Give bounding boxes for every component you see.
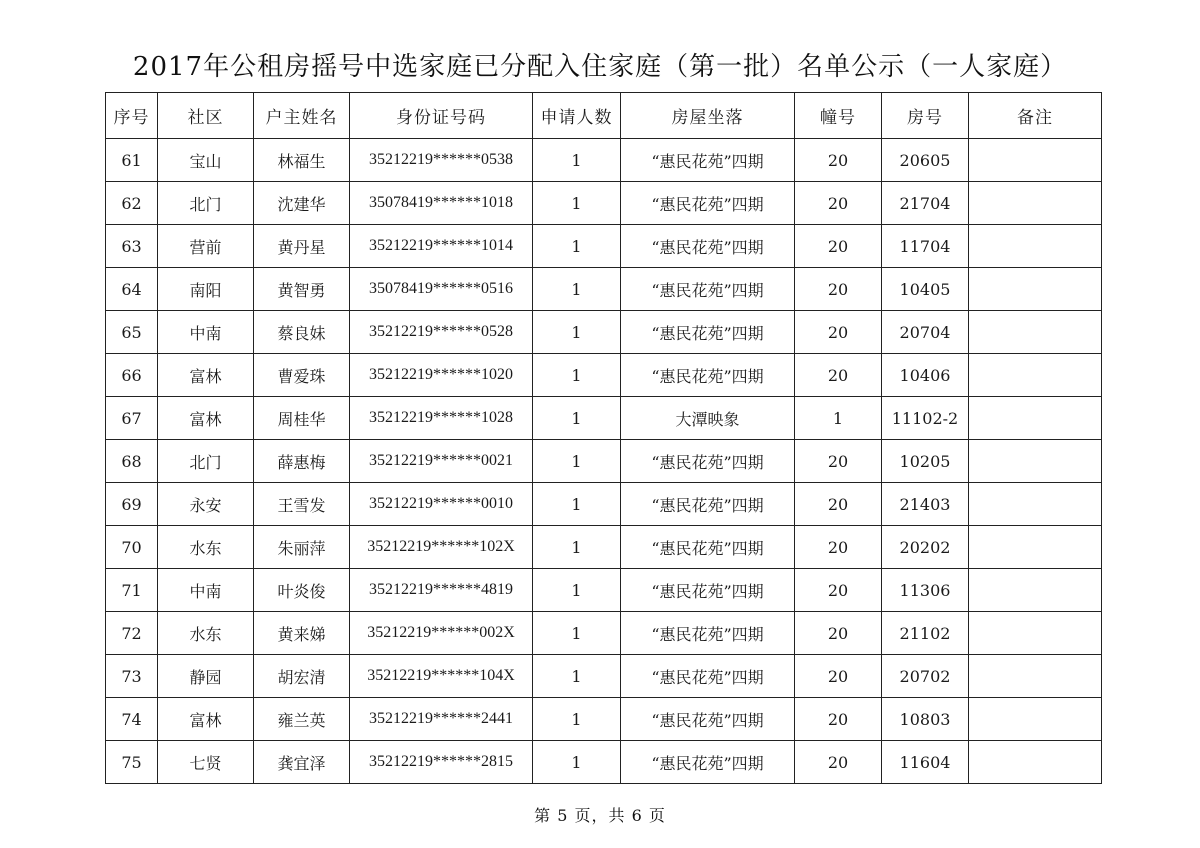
cell-building: 20 [795,612,882,655]
household-table [105,92,1102,784]
table-row [106,139,1102,182]
cell-id-number: 35212219******1020 [350,354,533,397]
cell-seq: 68 [106,440,158,483]
cell-householder: 周桂华 [254,397,350,440]
cell-householder: 黄丹星 [254,225,350,268]
cell-householder: 龚宜泽 [254,741,350,784]
cell-applicants: 1 [533,483,621,526]
cell-community: 富林 [158,397,254,440]
cell-seq: 71 [106,569,158,612]
cell-location: 大潭映象 [621,397,795,440]
cell-householder: 薛惠梅 [254,440,350,483]
cell-community: 南阳 [158,268,254,311]
cell-householder: 黄来娣 [254,612,350,655]
table-row [106,440,1102,483]
cell-building: 20 [795,311,882,354]
cell-community: 七贤 [158,741,254,784]
cell-building: 20 [795,569,882,612]
cell-householder: 曹爱珠 [254,354,350,397]
header-room: 房号 [882,93,969,139]
cell-community: 宝山 [158,139,254,182]
table-row [106,182,1102,225]
cell-room: 21102 [882,612,969,655]
cell-householder: 黄智勇 [254,268,350,311]
page-footer: 第 5 页，共 6 页 [534,806,666,825]
cell-seq: 66 [106,354,158,397]
table-row [106,612,1102,655]
cell-applicants: 1 [533,612,621,655]
cell-id-number: 35212219******0538 [350,139,533,182]
cell-remark [969,741,1102,784]
cell-applicants: 1 [533,311,621,354]
cell-id-number: 35212219******4819 [350,569,533,612]
cell-id-number: 35212219******104X [350,655,533,698]
cell-building: 20 [795,139,882,182]
cell-householder: 沈建华 [254,182,350,225]
cell-applicants: 1 [533,569,621,612]
cell-community: 水东 [158,526,254,569]
cell-room: 20202 [882,526,969,569]
table-row [106,311,1102,354]
cell-community: 富林 [158,698,254,741]
cell-applicants: 1 [533,440,621,483]
cell-building: 20 [795,225,882,268]
cell-applicants: 1 [533,741,621,784]
cell-id-number: 35078419******1018 [350,182,533,225]
cell-remark [969,139,1102,182]
cell-building: 20 [795,526,882,569]
cell-room: 10803 [882,698,969,741]
cell-remark [969,311,1102,354]
cell-community: 永安 [158,483,254,526]
cell-building: 20 [795,440,882,483]
cell-community: 北门 [158,440,254,483]
cell-applicants: 1 [533,397,621,440]
table-row [106,483,1102,526]
header-remark: 备注 [969,93,1102,139]
cell-remark [969,612,1102,655]
cell-room: 20704 [882,311,969,354]
cell-applicants: 1 [533,526,621,569]
cell-remark [969,569,1102,612]
cell-room: 11604 [882,741,969,784]
cell-applicants: 1 [533,354,621,397]
page-title: 2017年公租房摇号中选家庭已分配入住家庭（第一批）名单公示（一人家庭） [132,52,1068,82]
cell-building: 20 [795,741,882,784]
cell-remark [969,440,1102,483]
cell-building: 20 [795,698,882,741]
cell-id-number: 35212219******1028 [350,397,533,440]
table-body [106,139,1102,784]
cell-applicants: 1 [533,655,621,698]
cell-seq: 74 [106,698,158,741]
cell-id-number: 35212219******002X [350,612,533,655]
cell-applicants: 1 [533,698,621,741]
cell-room: 20605 [882,139,969,182]
cell-room: 11704 [882,225,969,268]
table-row [106,741,1102,784]
cell-seq: 67 [106,397,158,440]
cell-seq: 69 [106,483,158,526]
cell-applicants: 1 [533,182,621,225]
table-row [106,698,1102,741]
table-row [106,655,1102,698]
cell-location: “惠民花苑”四期 [621,483,795,526]
cell-location: “惠民花苑”四期 [621,569,795,612]
cell-community: 中南 [158,311,254,354]
cell-community: 营前 [158,225,254,268]
cell-id-number: 35212219******0010 [350,483,533,526]
table-row [106,526,1102,569]
cell-remark [969,397,1102,440]
header-householder: 户主姓名 [254,93,350,139]
header-applicants: 申请人数 [533,93,621,139]
cell-applicants: 1 [533,268,621,311]
cell-householder: 胡宏清 [254,655,350,698]
cell-seq: 70 [106,526,158,569]
cell-seq: 65 [106,311,158,354]
header-community: 社区 [158,93,254,139]
cell-location: “惠民花苑”四期 [621,139,795,182]
cell-building: 20 [795,268,882,311]
cell-room: 11102-2 [882,397,969,440]
cell-community: 静园 [158,655,254,698]
cell-room: 21403 [882,483,969,526]
cell-room: 21704 [882,182,969,225]
cell-seq: 64 [106,268,158,311]
cell-community: 水东 [158,612,254,655]
cell-seq: 75 [106,741,158,784]
cell-room: 10406 [882,354,969,397]
header-location: 房屋坐落 [621,93,795,139]
cell-remark [969,655,1102,698]
cell-remark [969,698,1102,741]
cell-building: 20 [795,182,882,225]
table-row [106,268,1102,311]
cell-location: “惠民花苑”四期 [621,182,795,225]
cell-location: “惠民花苑”四期 [621,440,795,483]
cell-location: “惠民花苑”四期 [621,612,795,655]
cell-householder: 叶炎俊 [254,569,350,612]
cell-householder: 蔡良妹 [254,311,350,354]
cell-location: “惠民花苑”四期 [621,655,795,698]
table-row [106,354,1102,397]
cell-remark [969,354,1102,397]
cell-id-number: 35212219******102X [350,526,533,569]
cell-id-number: 35078419******0516 [350,268,533,311]
cell-remark [969,526,1102,569]
cell-room: 10205 [882,440,969,483]
table-row [106,225,1102,268]
cell-location: “惠民花苑”四期 [621,354,795,397]
table-row [106,397,1102,440]
cell-room: 20702 [882,655,969,698]
cell-community: 北门 [158,182,254,225]
cell-building: 20 [795,354,882,397]
cell-seq: 62 [106,182,158,225]
table-row [106,569,1102,612]
cell-location: “惠民花苑”四期 [621,698,795,741]
cell-remark [969,225,1102,268]
cell-building: 20 [795,483,882,526]
cell-location: “惠民花苑”四期 [621,311,795,354]
cell-community: 富林 [158,354,254,397]
cell-building: 20 [795,655,882,698]
cell-seq: 73 [106,655,158,698]
cell-householder: 朱丽萍 [254,526,350,569]
cell-remark [969,268,1102,311]
cell-householder: 王雪发 [254,483,350,526]
cell-room: 10405 [882,268,969,311]
cell-seq: 72 [106,612,158,655]
table-header-row [106,93,1102,139]
cell-location: “惠民花苑”四期 [621,268,795,311]
cell-id-number: 35212219******0528 [350,311,533,354]
header-id-number: 身份证号码 [350,93,533,139]
cell-seq: 63 [106,225,158,268]
cell-id-number: 35212219******0021 [350,440,533,483]
cell-community: 中南 [158,569,254,612]
header-seq: 序号 [106,93,158,139]
cell-applicants: 1 [533,225,621,268]
cell-id-number: 35212219******2441 [350,698,533,741]
cell-building: 1 [795,397,882,440]
cell-id-number: 35212219******1014 [350,225,533,268]
cell-householder: 林福生 [254,139,350,182]
cell-id-number: 35212219******2815 [350,741,533,784]
cell-householder: 雍兰英 [254,698,350,741]
cell-remark [969,483,1102,526]
cell-location: “惠民花苑”四期 [621,526,795,569]
cell-remark [969,182,1102,225]
cell-room: 11306 [882,569,969,612]
cell-seq: 61 [106,139,158,182]
cell-applicants: 1 [533,139,621,182]
header-building: 幢号 [795,93,882,139]
cell-location: “惠民花苑”四期 [621,741,795,784]
cell-location: “惠民花苑”四期 [621,225,795,268]
